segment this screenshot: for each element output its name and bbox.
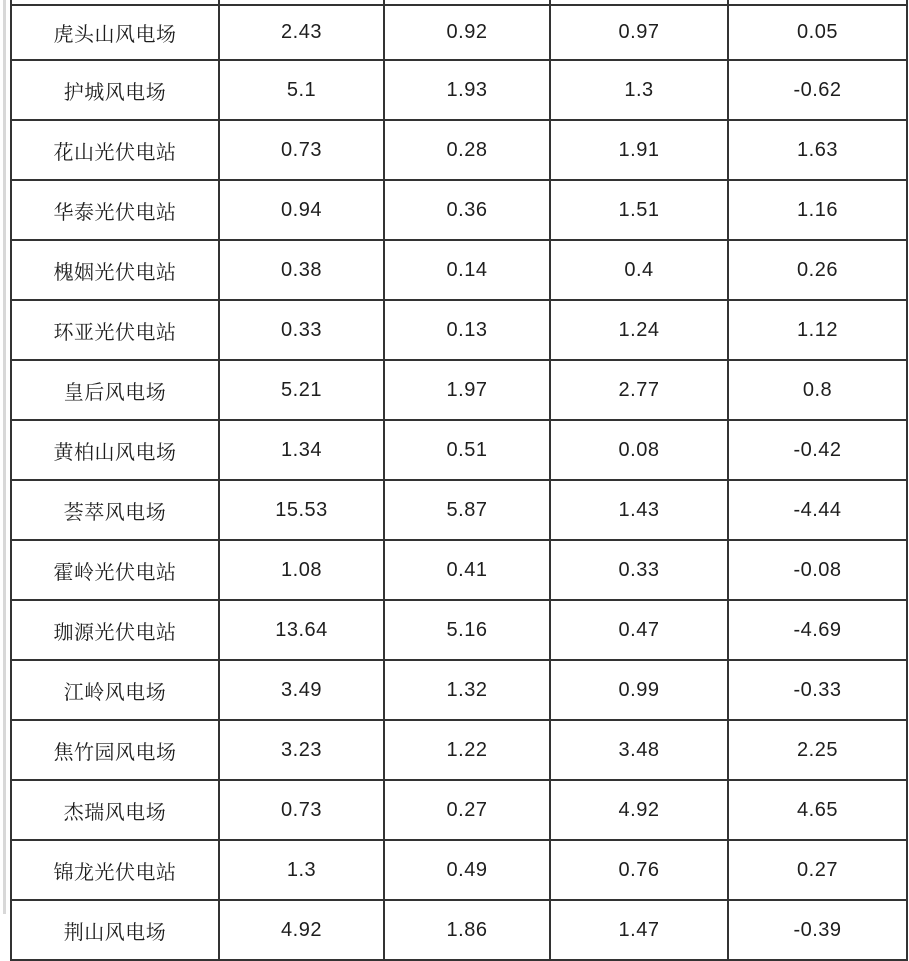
value-cell: 0.51 xyxy=(384,420,550,480)
value-cell: 5.87 xyxy=(384,480,550,540)
value-cell: 1.3 xyxy=(219,840,384,900)
value-cell: 0.38 xyxy=(219,240,384,300)
station-name-cell: 黄柏山风电场 xyxy=(11,420,219,480)
station-name-cell: 护城风电场 xyxy=(11,60,219,120)
value-cell: -0.33 xyxy=(728,660,907,720)
value-cell: 0.27 xyxy=(728,840,907,900)
value-cell: 5.1 xyxy=(219,60,384,120)
value-cell: 1.16 xyxy=(728,180,907,240)
table-row xyxy=(11,240,907,300)
table-row xyxy=(11,5,907,60)
table-row xyxy=(11,360,907,420)
station-name-cell: 槐姻光伏电站 xyxy=(11,240,219,300)
value-cell: 0.05 xyxy=(728,5,907,60)
value-cell: 0.97 xyxy=(550,5,728,60)
value-cell: 1.43 xyxy=(550,480,728,540)
table-row xyxy=(11,420,907,480)
value-cell: 0.08 xyxy=(550,420,728,480)
value-cell: 1.91 xyxy=(550,120,728,180)
value-cell: 0.47 xyxy=(550,600,728,660)
value-cell: 0.73 xyxy=(219,780,384,840)
value-cell: 1.63 xyxy=(728,120,907,180)
station-name-cell: 锦龙光伏电站 xyxy=(11,840,219,900)
table-row xyxy=(11,60,907,120)
stations-table xyxy=(10,0,908,961)
value-cell: 0.27 xyxy=(384,780,550,840)
value-cell: 0.8 xyxy=(728,360,907,420)
value-cell: 5.16 xyxy=(384,600,550,660)
station-name-cell: 华泰光伏电站 xyxy=(11,180,219,240)
table-row xyxy=(11,660,907,720)
stations-table-body xyxy=(11,0,907,960)
value-cell: 1.34 xyxy=(219,420,384,480)
station-name-cell: 荟萃风电场 xyxy=(11,480,219,540)
value-cell: 1.47 xyxy=(550,900,728,960)
table-row xyxy=(11,720,907,780)
table-row xyxy=(11,180,907,240)
value-cell: 1.32 xyxy=(384,660,550,720)
value-cell: 0.33 xyxy=(550,540,728,600)
value-cell: 0.13 xyxy=(384,300,550,360)
table-row xyxy=(11,600,907,660)
value-cell: 0.14 xyxy=(384,240,550,300)
station-name-cell: 霍岭光伏电站 xyxy=(11,540,219,600)
station-name-cell: 虎头山风电场 xyxy=(11,5,219,60)
value-cell: 2.77 xyxy=(550,360,728,420)
value-cell: 0.99 xyxy=(550,660,728,720)
value-cell: -0.42 xyxy=(728,420,907,480)
table-row xyxy=(11,900,907,960)
table-row xyxy=(11,300,907,360)
value-cell: -0.62 xyxy=(728,60,907,120)
value-cell: -4.44 xyxy=(728,480,907,540)
value-cell: 4.65 xyxy=(728,780,907,840)
value-cell: 0.41 xyxy=(384,540,550,600)
value-cell: 0.73 xyxy=(219,120,384,180)
value-cell: 0.4 xyxy=(550,240,728,300)
value-cell: 3.49 xyxy=(219,660,384,720)
value-cell: 1.86 xyxy=(384,900,550,960)
value-cell: 4.92 xyxy=(219,900,384,960)
value-cell: 5.21 xyxy=(219,360,384,420)
value-cell: -4.69 xyxy=(728,600,907,660)
value-cell: 4.92 xyxy=(550,780,728,840)
value-cell: 1.24 xyxy=(550,300,728,360)
value-cell: 1.3 xyxy=(550,60,728,120)
value-cell: -0.39 xyxy=(728,900,907,960)
window-edge-strip xyxy=(3,0,6,914)
value-cell: 2.25 xyxy=(728,720,907,780)
value-cell: 3.23 xyxy=(219,720,384,780)
value-cell: 2.43 xyxy=(219,5,384,60)
value-cell: 0.28 xyxy=(384,120,550,180)
value-cell: 1.51 xyxy=(550,180,728,240)
value-cell: 1.22 xyxy=(384,720,550,780)
value-cell: 0.26 xyxy=(728,240,907,300)
station-name-cell: 皇后风电场 xyxy=(11,360,219,420)
value-cell: 0.76 xyxy=(550,840,728,900)
station-name-cell: 江岭风电场 xyxy=(11,660,219,720)
station-name-cell: 焦竹园风电场 xyxy=(11,720,219,780)
station-name-cell: 环亚光伏电站 xyxy=(11,300,219,360)
table-row xyxy=(11,480,907,540)
value-cell: 15.53 xyxy=(219,480,384,540)
value-cell: 3.48 xyxy=(550,720,728,780)
station-name-cell: 杰瑞风电场 xyxy=(11,780,219,840)
table-row xyxy=(11,120,907,180)
value-cell: 1.08 xyxy=(219,540,384,600)
value-cell: 0.94 xyxy=(219,180,384,240)
value-cell: 0.49 xyxy=(384,840,550,900)
table-row xyxy=(11,840,907,900)
table-row xyxy=(11,540,907,600)
value-cell: -0.08 xyxy=(728,540,907,600)
table-row xyxy=(11,780,907,840)
station-name-cell: 荆山风电场 xyxy=(11,900,219,960)
value-cell: 1.97 xyxy=(384,360,550,420)
value-cell: 0.36 xyxy=(384,180,550,240)
value-cell: 0.33 xyxy=(219,300,384,360)
station-name-cell: 花山光伏电站 xyxy=(11,120,219,180)
value-cell: 1.93 xyxy=(384,60,550,120)
value-cell: 13.64 xyxy=(219,600,384,660)
value-cell: 1.12 xyxy=(728,300,907,360)
station-name-cell: 珈源光伏电站 xyxy=(11,600,219,660)
value-cell: 0.92 xyxy=(384,5,550,60)
